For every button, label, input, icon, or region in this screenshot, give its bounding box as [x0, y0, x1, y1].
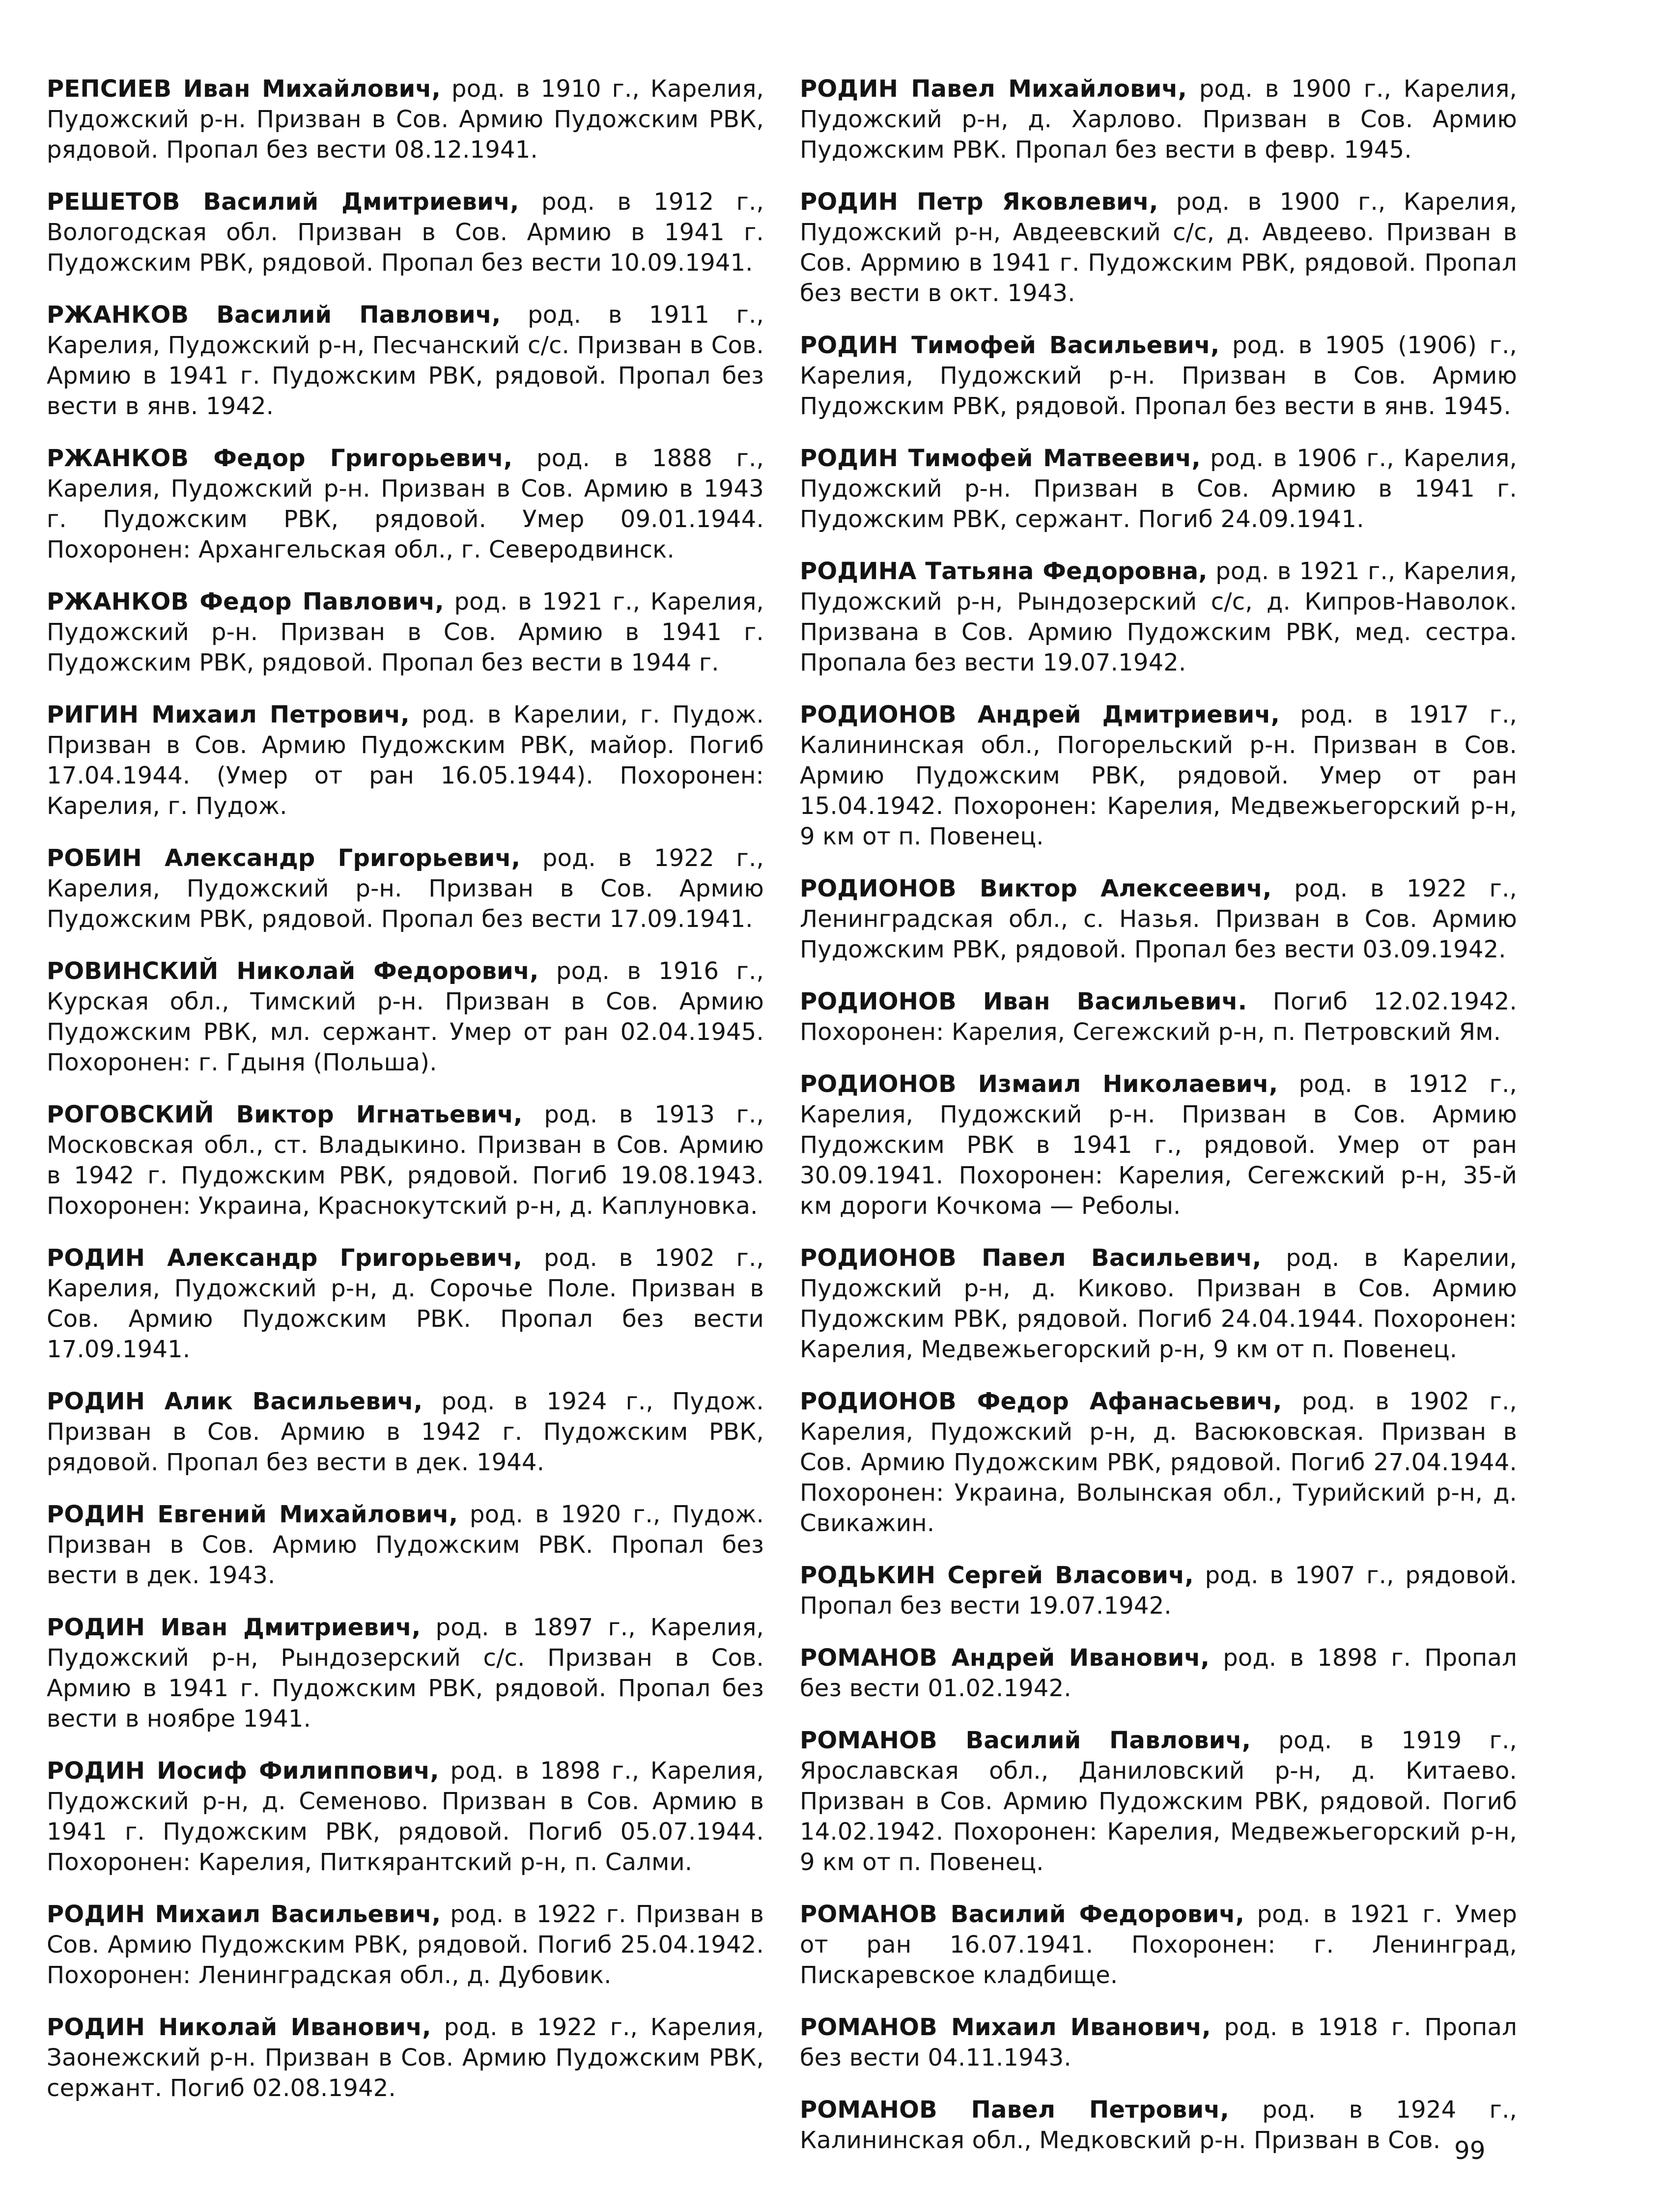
entry — [47, 1499, 764, 1591]
entry-name: РОДИН Иван Дмитриевич, — [47, 1614, 421, 1641]
entry-text: род. в 1902 г., Карелия, Пудожский р-н, д. Васюковская. Призван в Сов. Армию Пудожским РВК, рядовой. Погиб 27.04.1944. Похоронен: Украина, Волынская обл., Турийский р-н, д. Свикажин. — [800, 1388, 1517, 1537]
entry — [800, 1725, 1517, 1877]
entry-name: РИГИН Михаил Петрович, — [47, 701, 410, 728]
entry-text: род. в 1922 г., Карелия, Заонежский р-н. Призван в Сов. Армию Пудожским РВК, сержант. Погиб 02.08.1942. — [47, 2014, 764, 2102]
entry-text: род. в 1921 г., Карелия, Пудожский р-н. Призван в Сов. Армию в 1941 г. Пудожским РВК, рядовой. Пропал без вести в 1944 г. — [47, 588, 764, 676]
entry-text: род. в 1913 г., Московская обл., ст. Владыкино. Призван в Сов. Армию в 1942 г. Пудожским РВК, рядовой. Погиб 19.08.1943. Похоронен: Украина, Краснокутский р-н, д. Каплуновка. — [47, 1101, 764, 1220]
entry — [800, 1899, 1517, 1990]
entry — [800, 2012, 1517, 2073]
entry-text: род. в 1912 г., Карелия, Пудожский р-н. Призван в Сов. Армию Пудожским РВК в 1941 г., рядовой. Умер от ран 30.09.1941. Похоронен: Карелия, Сегежский р-н, 35-й км дороги Кочкома — Реболы. — [800, 1070, 1517, 1220]
entry-name: РОДИН Петр Яковлевич, — [800, 188, 1158, 216]
entry-text: род. в Карелии, Пудожский р-н, д. Киково. Призван в Сов. Армию Пудожским РВК, рядовой. Погиб 24.04.1944. Похоронен: Карелия, Медвежьегорский р-н, 9 км от п. Повенец. — [800, 1244, 1517, 1363]
entry-name: РЖАНКОВ Федор Павлович, — [47, 588, 444, 616]
entry-text: род. в Карелии, г. Пудож. Призван в Сов. Армию Пудожским РВК, майор. Погиб 17.04.1944. (Умер от ран 16.05.1944). Похоронен: Карелия, г. Пудож. — [47, 701, 764, 820]
entry-name: РОДИН Евгений Михайлович, — [47, 1501, 458, 1528]
entry — [800, 986, 1517, 1047]
entry — [47, 700, 764, 821]
entry-text: род. в 1898 г., Карелия, Пудожский р-н, д. Семеново. Призван в Сов. Армию в 1941 г. Пудожским РВК, рядовой. Погиб 05.07.1944. Похоронен: Карелия, Питкярантский р-н, п. Салми. — [47, 1757, 764, 1876]
entry-text: род. в 1918 г. Пропал без вести 04.11.1943. — [800, 2014, 1517, 2072]
entry-name: РОДИОНОВ Измаил Николаевич, — [800, 1070, 1278, 1098]
entry-name: РОДИОНОВ Виктор Алексеевич, — [800, 875, 1272, 902]
entry-name: РОДИН Тимофей Васильевич, — [800, 332, 1220, 359]
page-number: 99 — [1454, 2136, 1486, 2165]
entry — [47, 1899, 764, 1990]
entry — [47, 843, 764, 934]
entry-name: РОМАНОВ Андрей Иванович, — [800, 1644, 1210, 1672]
entry — [800, 1069, 1517, 1221]
entry-text: род. в 1916 г., Курская обл., Тимский р-н. Призван в Сов. Армию Пудожским РВК, мл. сержант. Умер от ран 02.04.1945. Похоронен: г. Гдыня (Польша). — [47, 957, 764, 1076]
entry-text: род. в 1902 г., Карелия, Пудожский р-н, д. Сорочье Поле. Призван в Сов. Армию Пудожским РВК. Пропал без вести 17.09.1941. — [47, 1244, 764, 1363]
entry-name: РОБИН Александр Григорьевич, — [47, 844, 521, 872]
entry-name: РОДИОНОВ Андрей Дмитриевич, — [800, 701, 1280, 728]
entry-text: род. в 1910 г., Карелия, Пудожский р-н. Призван в Сов. Армию Пудожским РВК, рядовой. Пропал без вести 08.12.1941. — [47, 75, 764, 164]
entry-name: РЖАНКОВ Василий Павлович, — [47, 301, 501, 329]
entry-text: род. в 1905 (1906) г., Карелия, Пудожский р-н. Призван в Сов. Армию Пудожским РВК, рядовой. Пропал без вести в янв. 1945. — [800, 332, 1517, 420]
entry — [800, 330, 1517, 421]
entry-text: род. в 1922 г., Карелия, Пудожский р-н. Призван в Сов. Армию Пудожским РВК, рядовой. Пропал без вести 17.09.1941. — [47, 844, 764, 933]
entry — [800, 443, 1517, 534]
entry-name: РОДИОНОВ Федор Афанасьевич, — [800, 1388, 1282, 1415]
entry-name: РОМАНОВ Павел Петрович, — [800, 2096, 1229, 2124]
entry — [800, 700, 1517, 852]
entry-name: РОВИНСКИЙ Николай Федорович, — [47, 957, 539, 985]
entry-name: РОДИН Алик Васильевич, — [47, 1388, 423, 1415]
entry-text: Погиб 12.02.1942. Похоронен: Карелия, Сегежский р-н, п. Петровский Ям. — [800, 988, 1517, 1046]
entry-name: РОДИОНОВ Павел Васильевич, — [800, 1244, 1262, 1272]
entry-text: род. в 1897 г., Карелия, Пудожский р-н, Рындозерский с/с. Призван в Сов. Армию в 1941 г. Пудожским РВК, рядовой. Пропал без вести в ноябре 1941. — [47, 1614, 764, 1733]
entry — [47, 1099, 764, 1221]
entry-name: РОМАНОВ Василий Павлович, — [800, 1727, 1251, 1754]
entry — [800, 2095, 1517, 2156]
entry-name: РОДЬКИН Сергей Власович, — [800, 1562, 1194, 1589]
entry-text: род. в 1888 г., Карелия, Пудожский р-н. Призван в Сов. Армию в 1943 г. Пудожским РВК, рядовой. Умер 09.01.1944. Похоронен: Архангельская обл., г. Северодвинск. — [47, 445, 764, 563]
entry — [47, 1386, 764, 1478]
entry-name: РОГОВСКИЙ Виктор Игнатьевич, — [47, 1101, 523, 1128]
entry-name: РОДИН Иосиф Филиппович, — [47, 1757, 439, 1785]
entry — [800, 187, 1517, 308]
entry-name: РОДИН Николай Иванович, — [47, 2014, 431, 2041]
right-column — [800, 74, 1517, 2177]
entry — [47, 443, 764, 565]
entry-text: род. в 1924 г., Калининская обл., Медковский р-н. Призван в Сов. — [800, 2096, 1517, 2154]
entry-name: РЖАНКОВ Федор Григорьевич, — [47, 445, 513, 472]
entry — [47, 2012, 764, 2103]
entry — [800, 1643, 1517, 1704]
entry — [47, 956, 764, 1078]
entry-text: род. в 1911 г., Карелия, Пудожский р-н, Песчанский с/с. Призван в Сов. Армию в 1941 г. Пудожским РВК, рядовой. Пропал без вести в янв. 1942. — [47, 301, 764, 420]
entry — [800, 873, 1517, 965]
entry-text: род. в 1921 г. Умер от ран 16.07.1941. Похоронен: г. Ленинград, Пискаревское кладбище. — [800, 1901, 1518, 1989]
entry — [800, 1243, 1517, 1365]
entry — [47, 187, 764, 278]
entry — [47, 1612, 764, 1734]
entry-name: РОДИНА Татьяна Федоровна, — [800, 558, 1208, 585]
entry-text: род. в 1922 г., Ленинградская обл., с. Назья. Призван в Сов. Армию Пудожским РВК, рядовой. Пропал без вести 03.09.1942. — [800, 875, 1517, 963]
entry — [800, 1386, 1517, 1539]
entry — [800, 556, 1517, 678]
entry-name: РОДИН Тимофей Матвеевич, — [800, 445, 1201, 472]
entry-text: род. в 1898 г. Пропал без вести 01.02.1942. — [800, 1644, 1517, 1702]
entry — [800, 74, 1517, 165]
entry-name: РОДИН Александр Григорьевич, — [47, 1244, 523, 1272]
entry — [800, 1560, 1517, 1621]
entry-text: род. в 1922 г. Призван в Сов. Армию Пудожским РВК, рядовой. Погиб 25.04.1942. Похоронен: Ленинградская обл., д. Дубовик. — [47, 1901, 764, 1989]
entry-name: РЕШЕТОВ Василий Дмитриевич, — [47, 188, 519, 216]
entry-text: род. в 1900 г., Карелия, Пудожский р-н, Авдеевский с/с, д. Авдеево. Призван в Сов. Аррмию в 1941 г. Пудожским РВК, рядовой. Пропал без вести в окт. 1943. — [800, 188, 1518, 307]
entry-name: РОДИН Павел Михайлович, — [800, 75, 1187, 103]
entry-text: род. в 1921 г., Карелия, Пудожский р-н, Рындозерский с/с, д. Кипров-Наволок. Призвана в Сов. Армию Пудожским РВК, мед. сестра. Пропала без вести 19.07.1942. — [800, 558, 1517, 676]
entry — [47, 300, 764, 421]
entry-text: род. в 1912 г., Вологодская обл. Призван в Сов. Армию в 1941 г. Пудожским РВК, рядовой. Пропал без вести 10.09.1941. — [47, 188, 764, 277]
entry-text: род. в 1900 г., Карелия, Пудожский р-н, д. Харлово. Призван в Сов. Армию Пудожским РВК. Пропал без вести в февр. 1945. — [800, 75, 1518, 164]
entry-text: род. в 1920 г., Пудож. Призван в Сов. Армию Пудожским РВК. Пропал без вести в дек. 1943. — [47, 1501, 764, 1589]
left-column — [47, 74, 764, 2125]
entry-text: род. в 1919 г., Ярославская обл., Даниловский р-н, д. Китаево. Призван в Сов. Армию Пудожским РВК, рядовой. Погиб 14.02.1942. Похоронен: Карелия, Медвежьегорский р-н, 9 км от п. Повенец. — [800, 1727, 1517, 1876]
entry-text: род. в 1907 г., рядовой. Пропал без вести 19.07.1942. — [800, 1562, 1517, 1620]
entry — [47, 1756, 764, 1877]
entry-name: РОМАНОВ Василий Федорович, — [800, 1901, 1245, 1928]
entry-text: род. в 1924 г., Пудож. Призван в Сов. Армию в 1942 г. Пудожским РВК, рядовой. Пропал без вести в дек. 1944. — [47, 1388, 764, 1476]
entry-name: РОДИОНОВ Иван Васильевич. — [800, 988, 1247, 1015]
entry-text: род. в 1917 г., Калининская обл., Погорельский р-н. Призван в Сов. Армию Пудожским РВК, рядовой. Умер от ран 15.04.1942. Похоронен: Карелия, Медвежьегорский р-н, 9 км от п. Повенец. — [800, 701, 1517, 850]
entry — [47, 74, 764, 165]
entry — [47, 587, 764, 678]
entry-text: род. в 1906 г., Карелия, Пудожский р-н. Призван в Сов. Армию в 1941 г. Пудожским РВК, сержант. Погиб 24.09.1941. — [800, 445, 1518, 533]
entry-name: РЕПСИЕВ Иван Михайлович, — [47, 75, 441, 103]
entry-name: РОМАНОВ Михаил Иванович, — [800, 2014, 1211, 2041]
entry — [47, 1243, 764, 1365]
entry-name: РОДИН Михаил Васильевич, — [47, 1901, 441, 1928]
